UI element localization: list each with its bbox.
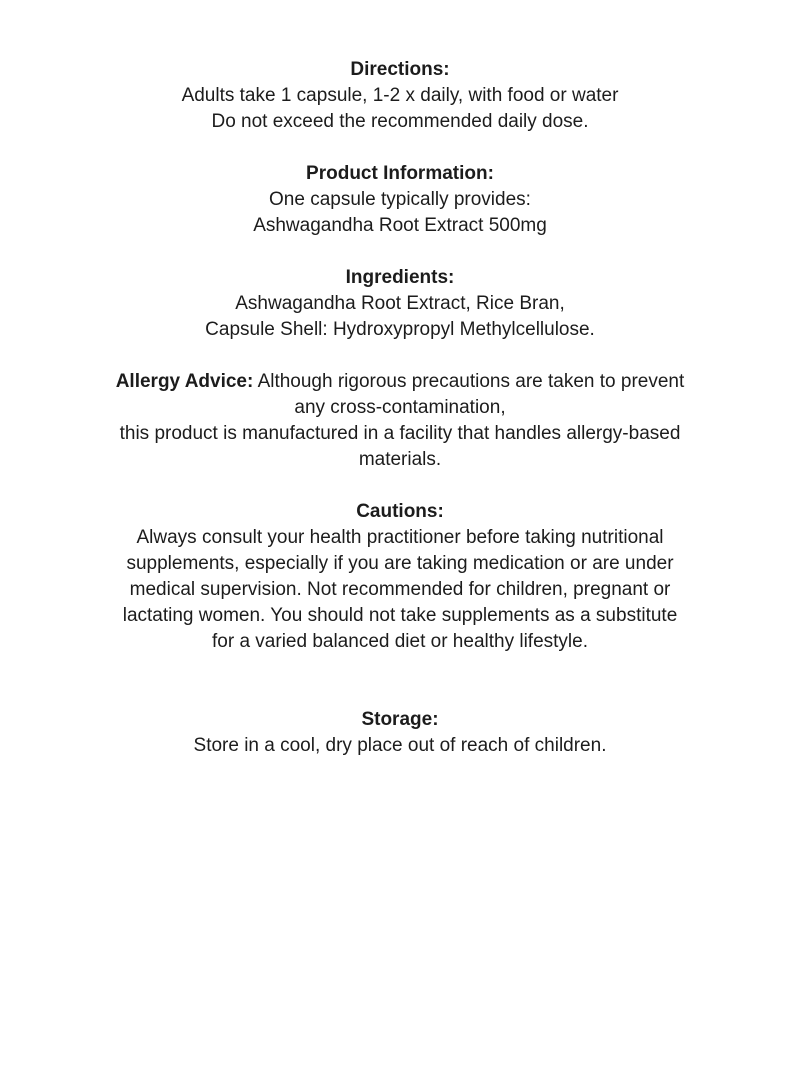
section-product-information [60, 161, 740, 239]
section-directions [60, 57, 740, 135]
section-gap [60, 135, 740, 161]
allergy-advice-line: any cross-contamination, [294, 397, 506, 418]
product-information-line: One capsule typically provides: [269, 189, 531, 210]
allergy-advice-text: Although rigorous precautions are taken to prevent [257, 371, 685, 392]
section-cautions [60, 499, 740, 655]
storage-line: Store in a cool, dry place out of reach of children. [193, 735, 607, 756]
cautions-heading: Cautions: [356, 501, 444, 522]
directions-line: Do not exceed the recommended daily dose. [211, 111, 589, 132]
directions-line: Adults take 1 capsule, 1-2 x daily, with food or water [181, 85, 619, 106]
section-gap [60, 473, 740, 499]
section-gap [60, 343, 740, 369]
ingredients-line: Ashwagandha Root Extract, Rice Bran, [235, 293, 565, 314]
product-label [60, 0, 740, 759]
allergy-advice-label: Allergy Advice: [115, 371, 254, 392]
cautions-line: for a varied balanced diet or healthy lifestyle. [212, 631, 588, 652]
cautions-line: supplements, especially if you are taking medication or are under [126, 553, 674, 574]
ingredients-heading: Ingredients: [345, 267, 455, 288]
section-gap-large [60, 655, 740, 707]
section-storage [60, 707, 740, 759]
section-ingredients [60, 265, 740, 343]
product-information-heading: Product Information: [306, 163, 494, 184]
product-information-line: Ashwagandha Root Extract 500mg [253, 215, 547, 236]
section-gap [60, 239, 740, 265]
cautions-line: lactating women. You should not take supplements as a substitute [122, 605, 678, 626]
allergy-advice-line: materials. [358, 449, 442, 470]
directions-heading: Directions: [350, 59, 450, 80]
section-allergy-advice [60, 369, 740, 473]
cautions-line: Always consult your health practitioner before taking nutritional [136, 527, 664, 548]
allergy-advice-line [60, 369, 740, 395]
storage-heading: Storage: [361, 709, 439, 730]
cautions-line: medical supervision. Not recommended for children, pregnant or [129, 579, 671, 600]
ingredients-line: Capsule Shell: Hydroxypropyl Methylcellulose. [205, 319, 595, 340]
allergy-advice-line: this product is manufactured in a facility that handles allergy-based [119, 423, 681, 444]
